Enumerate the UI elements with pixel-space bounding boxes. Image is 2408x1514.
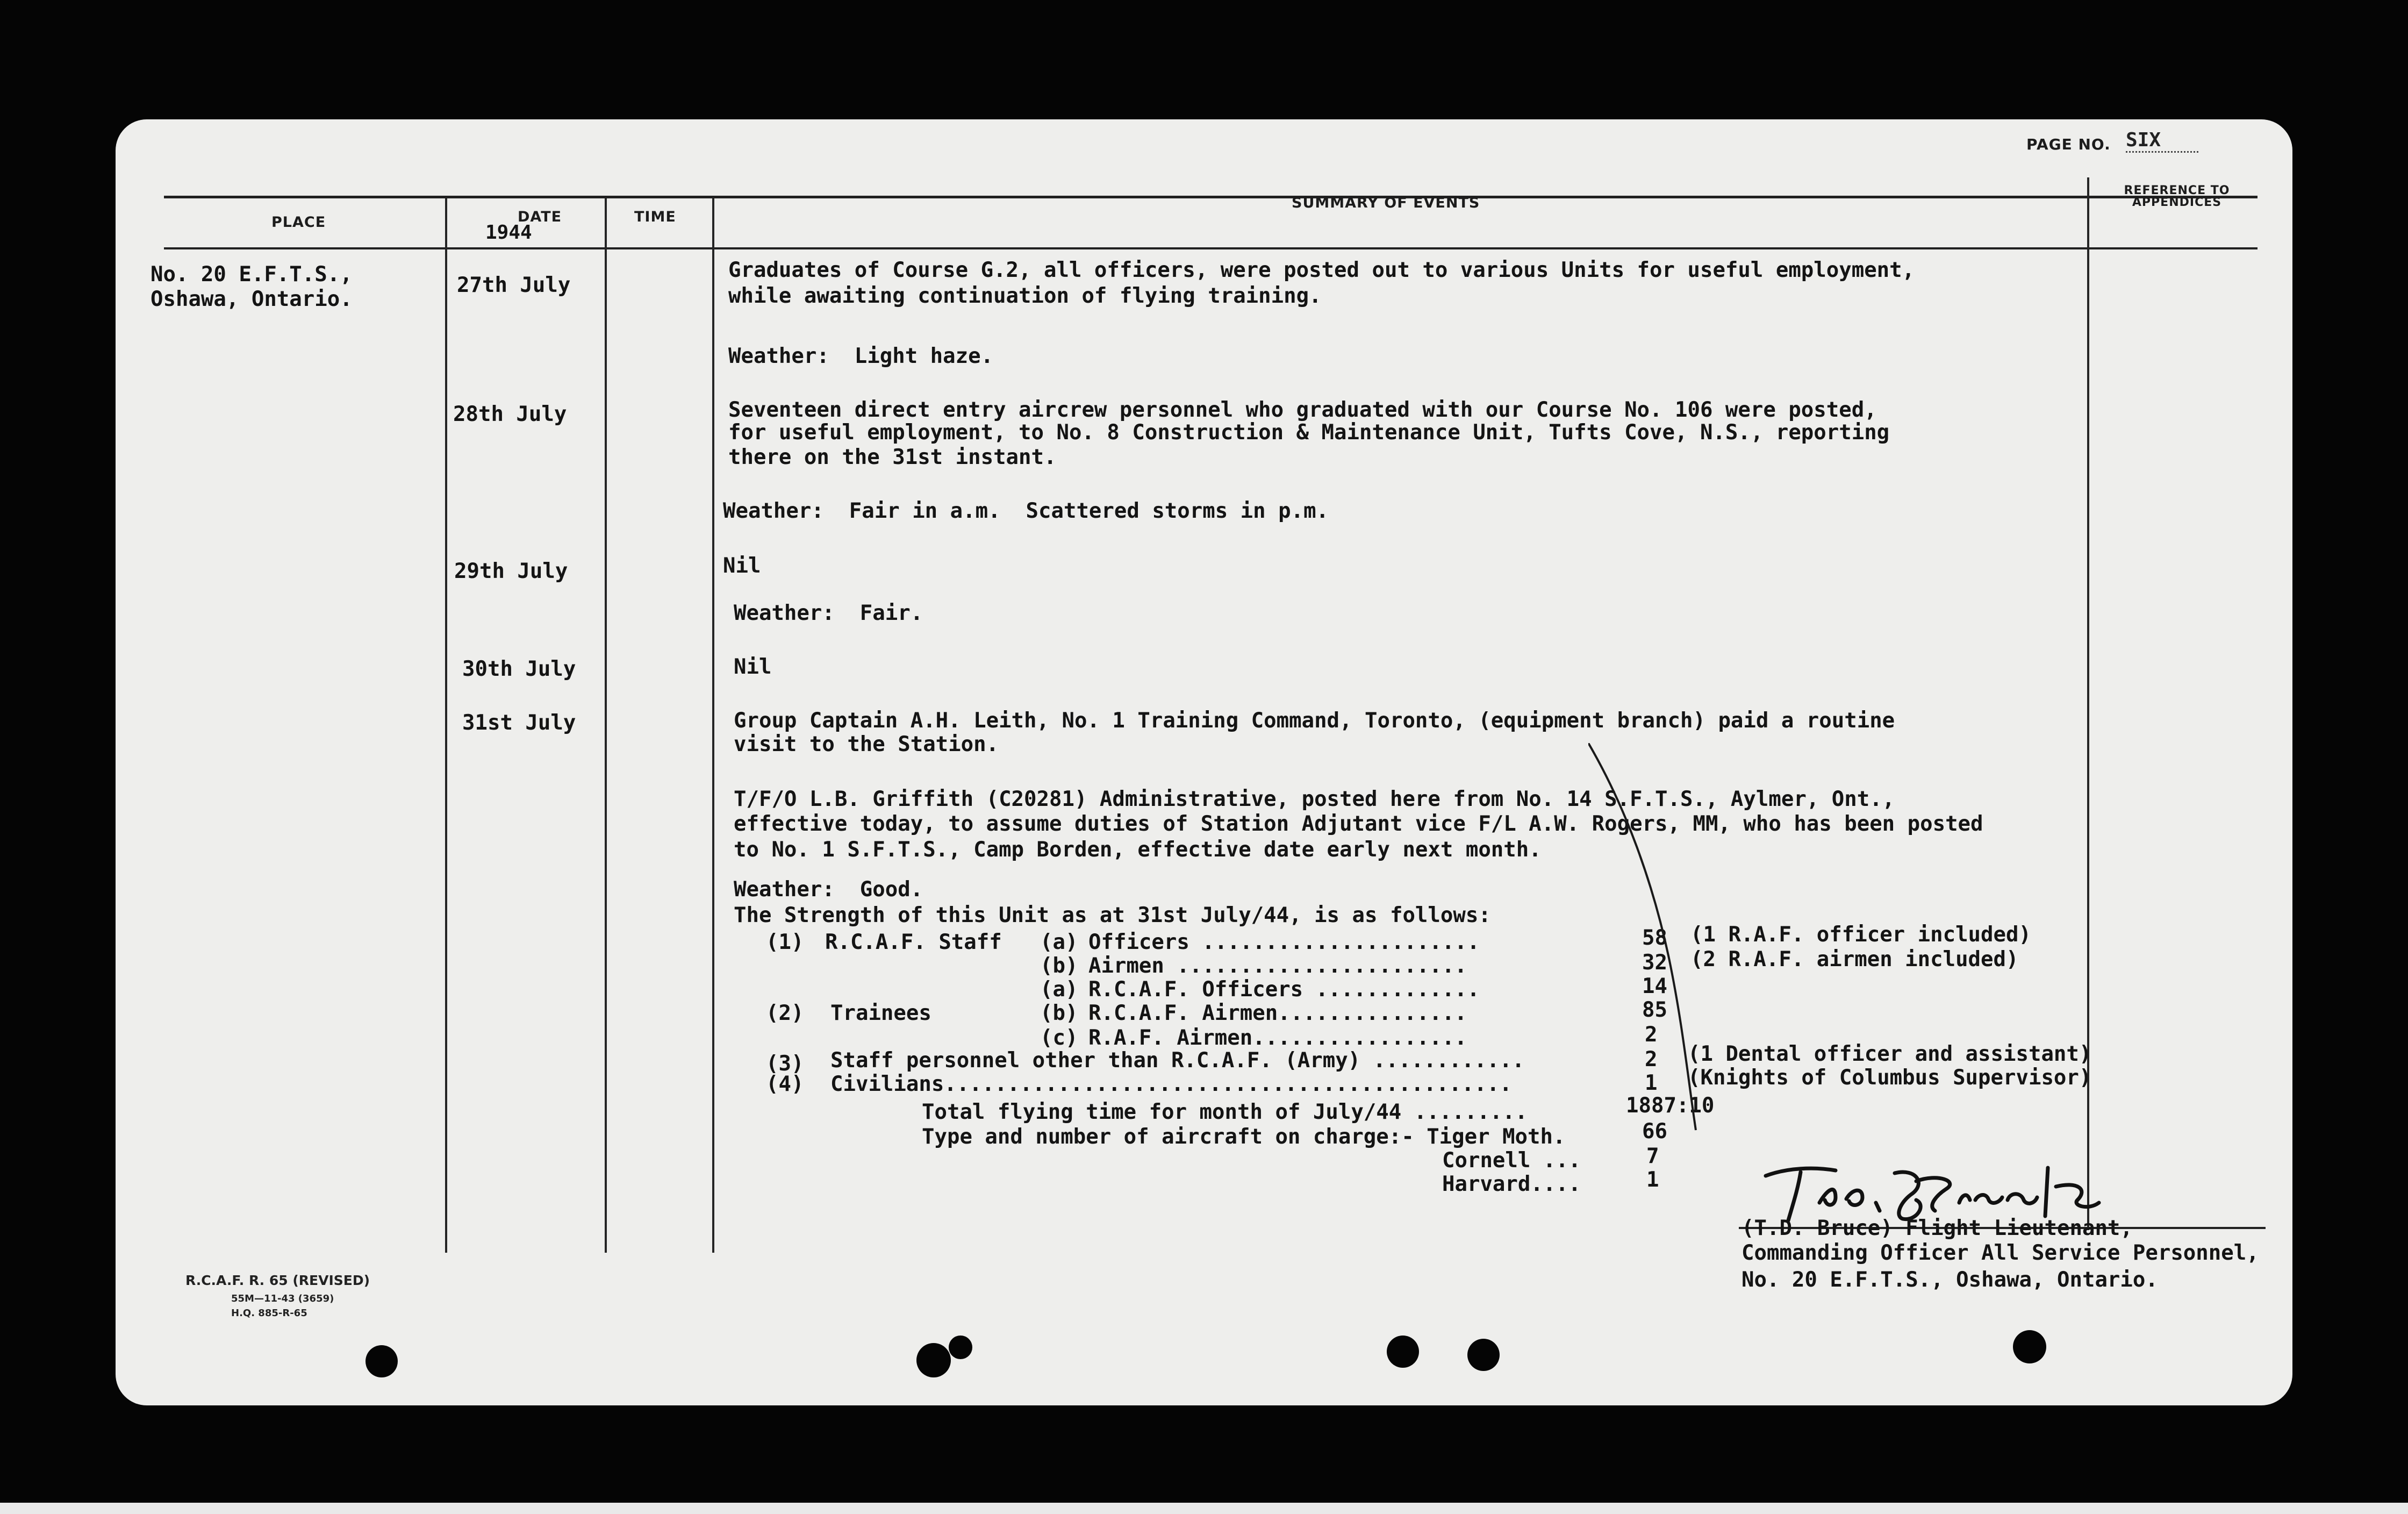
flying-time-value: 1887:10 — [1626, 1094, 1715, 1118]
strength-officers-note: (1 R.A.F. officer included) — [1690, 923, 2031, 947]
strength-airmen: Airmen ....................... — [1088, 954, 1467, 978]
header-reference-line1: REFERENCE TO — [2124, 184, 2230, 197]
strength-b2: (b) — [1040, 1001, 1078, 1025]
place-line2: Oshawa, Ontario. — [150, 287, 353, 311]
strength-airmen-value: 32 — [1642, 951, 1667, 975]
column-divider-place — [445, 197, 447, 1253]
strength-intro: The Strength of this Unit as at 31st July/44, is as follows: — [734, 903, 1491, 927]
strength-a1: (a) — [1040, 930, 1078, 954]
strength-rcaf-staff: R.C.A.F. Staff — [825, 930, 1002, 954]
punch-hole — [366, 1345, 398, 1377]
punch-hole — [1467, 1339, 1500, 1371]
flying-time-label: Total flying time for month of July/44 ......... — [922, 1100, 1528, 1124]
entry-31b-line3: to No. 1 S.F.T.S., Camp Borden, effective date early next month. — [734, 838, 1542, 862]
weather-31: Weather: Good. — [734, 877, 923, 902]
strength-officers-value: 58 — [1642, 926, 1667, 950]
entry-28-line1: Seventeen direct entry aircrew personnel who graduated with our Course No. 106 were posted, — [728, 398, 1877, 422]
strength-staff-other: Staff personnel other than R.C.A.F. (Army) ............ — [830, 1048, 1525, 1073]
entry-31b-line2: effective today, to assume duties of Station Adjutant vice F/L A.W. Rogers, MM, who has been posted — [734, 812, 1983, 836]
signature-line3: No. 20 E.F.T.S., Oshawa, Ontario. — [1742, 1268, 2158, 1292]
entry-30-nil: Nil — [734, 655, 772, 679]
strength-raf-airmen: R.A.F. Airmen................. — [1088, 1026, 1467, 1050]
strength-b1: (b) — [1040, 954, 1078, 978]
strength-rcaf-officers-value: 14 — [1642, 974, 1667, 998]
header-bottom-rule — [164, 247, 2258, 249]
tiger-moth-value: 66 — [1642, 1119, 1667, 1144]
ink-stroke-mark — [1588, 743, 1728, 1184]
header-top-rule — [164, 196, 2258, 198]
strength-a2: (a) — [1040, 977, 1078, 1002]
strength-civilians-value: 1 — [1645, 1071, 1658, 1095]
film-bottom-strip — [0, 1503, 2408, 1514]
punch-hole — [916, 1343, 951, 1377]
strength-num-2: (2) — [766, 1001, 804, 1025]
cornell-label: Cornell ... — [1442, 1148, 1581, 1173]
header-place: PLACE — [271, 214, 326, 231]
strength-num-3: (3) — [766, 1052, 804, 1076]
entry-27-line1: Graduates of Course G.2, all officers, were posted out to various Units for useful employment, — [728, 258, 1915, 282]
date-30th-july: 30th July — [462, 657, 576, 681]
entry-31a-line2: visit to the Station. — [734, 732, 999, 756]
year-1944: 1944 — [485, 222, 532, 244]
entry-28-line3: there on the 31st instant. — [728, 445, 1057, 469]
signature-line1: (T.D. Bruce) Flight Lieutenant, — [1742, 1216, 2133, 1240]
diary-page-card — [116, 119, 2292, 1405]
entry-28-line2: for useful employment, to No. 8 Construction & Maintenance Unit, Tufts Cove, N.S., reporting — [728, 420, 1890, 445]
strength-rcaf-airmen-value: 85 — [1642, 998, 1667, 1022]
strength-num-1: (1) — [766, 930, 804, 954]
strength-civilians-note: (Knights of Columbus Supervisor) — [1688, 1066, 2092, 1090]
strength-airmen-note: (2 R.A.F. airmen included) — [1690, 947, 2019, 972]
weather-27: Weather: Light haze. — [728, 344, 994, 368]
entry-31a-line1: Group Captain A.H. Leith, No. 1 Training Command, Toronto, (equipment branch) paid a routine — [734, 709, 1895, 733]
page-number-value: SIX — [2126, 129, 2198, 153]
entry-27-line2: while awaiting continuation of flying training. — [728, 284, 1322, 308]
header-summary-of-events: SUMMARY OF EVENTS — [1292, 195, 1480, 211]
form-id-line2: 55M—11-43 (3659) — [231, 1293, 334, 1304]
strength-rcaf-officers: R.C.A.F. Officers ............. — [1088, 977, 1480, 1002]
strength-rcaf-airmen: R.C.A.F. Airmen............... — [1088, 1001, 1467, 1025]
strength-staff-other-value: 2 — [1645, 1047, 1658, 1072]
strength-staff-other-note: (1 Dental officer and assistant) — [1688, 1042, 2092, 1066]
form-id-line3: H.Q. 885-R-65 — [231, 1308, 307, 1319]
date-31st-july: 31st July — [462, 711, 576, 735]
form-id-line1: R.C.A.F. R. 65 (REVISED) — [185, 1273, 370, 1288]
weather-29: Weather: Fair. — [734, 601, 923, 625]
strength-trainees: Trainees — [830, 1001, 931, 1025]
date-27th-july: 27th July — [457, 273, 571, 297]
aircraft-label: Type and number of aircraft on charge:- Tiger Moth. — [922, 1125, 1566, 1149]
header-time: TIME — [634, 209, 676, 225]
strength-raf-airmen-value: 2 — [1645, 1023, 1658, 1047]
place-line1: No. 20 E.F.T.S., — [150, 262, 353, 287]
column-divider-time — [712, 197, 714, 1253]
punch-hole — [949, 1336, 972, 1359]
header-reference-line2: APPENDICES — [2132, 196, 2222, 209]
punch-hole — [1387, 1336, 1419, 1368]
page-number-label: PAGE NO. — [2026, 135, 2111, 153]
date-28th-july: 28th July — [453, 402, 567, 426]
punch-hole — [2013, 1330, 2046, 1363]
strength-num-4: (4) — [766, 1072, 804, 1096]
strength-c2: (c) — [1040, 1026, 1078, 1050]
cornell-value: 7 — [1646, 1144, 1659, 1168]
header-reference-to-appendices — [2104, 185, 2249, 209]
strength-civilians: Civilians............................................. — [830, 1072, 1512, 1096]
column-divider-date — [605, 197, 607, 1253]
harvard-value: 1 — [1646, 1168, 1659, 1192]
strength-officers: Officers ...................... — [1088, 930, 1480, 954]
weather-28: Weather: Fair in a.m. Scattered storms in p.m. — [723, 499, 1329, 523]
date-29th-july: 29th July — [454, 559, 568, 583]
header-date: DATE — [518, 209, 562, 225]
signature-line2: Commanding Officer All Service Personnel, — [1742, 1241, 2259, 1265]
entry-31b-line1: T/F/O L.B. Griffith (C20281) Administrative, posted here from No. 14 S.F.T.S., Aylmer, Ont., — [734, 787, 1895, 811]
entry-29-nil: Nil — [723, 554, 761, 578]
harvard-label: Harvard.... — [1442, 1172, 1581, 1196]
